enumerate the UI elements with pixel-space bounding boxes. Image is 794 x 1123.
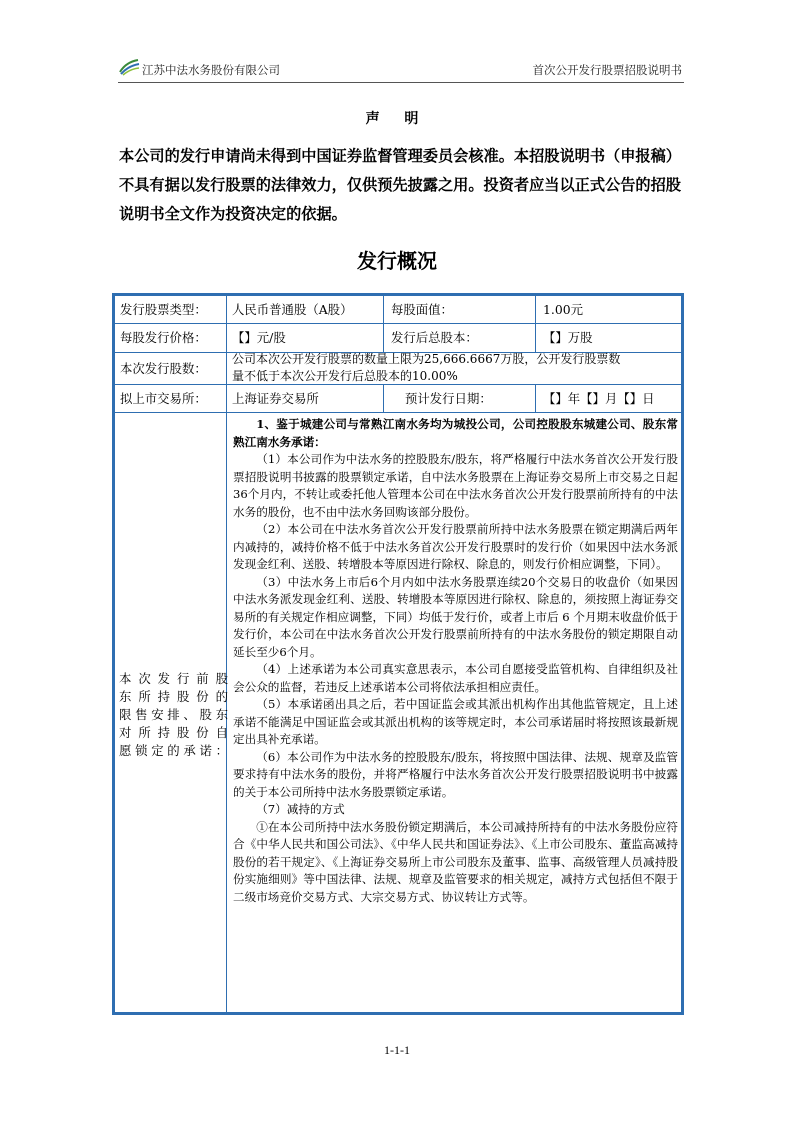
lockup-label-line: 对所持股份自 [119,725,228,740]
row-value-par-value: 1.00元 [543,302,583,317]
row-label-total-shares: 发行后总股本： [391,330,478,345]
row-value-total-shares: 【】万股 [543,330,593,345]
row-value-issue-quantity-line1: 公司本次公开发行股票的数量上限为25,666.6667万股，公开发行股票数 [232,352,621,366]
row-label-exchange: 拟上市交易所： [120,391,207,406]
row-value-issue-quantity-line2: 量不低于本次公开发行后总股本的10.00% [232,369,458,383]
lockup-label-line: 愿锁定的承诺： [119,743,228,758]
row-value-stock-type: 人民币普通股（A股） [232,302,353,317]
lockup-label-line: 限售安排、股东 [119,707,228,722]
declaration-text: 本公司的发行申请尚未得到中国证券监督管理委员会核准。本招股说明书（申报稿）不具有据以发行股票的法律效力，仅供预先披露之用。投资者应当以正式公告的招股说明书全文作为投资决定的依据。 [119,147,681,223]
document-title: 首次公开发行股票招股说明书 [532,63,682,77]
commitment-paragraph: ①在本公司所持中法水务股份锁定期满后，本公司减持所持有的中法水务股份应符合《中华人民共和国公司法》、《中华人民共和国证券法》、《上市公司股东、董监高减持股份的若干规定》、《上海证券交易所上市公司股东及董事、监事、高级管理人员减持股份实施细则》等中国法律、法规、规章及监管要求的相关规定，减持方式包括但不限于二级市场竞价交易方式、大宗交易方式、协议转让方式等。 [233,819,678,904]
company-logo-icon [118,58,140,76]
page-number: 1-1-1 [384,1043,410,1057]
declaration-title: 声 明 [365,111,429,127]
commitment-paragraph: （3）中法水务上市后6个月内如中法水务股票连续20个交易日的收盘价（如果因中法水务派发现金红利、送股、转增股本等原因进行除权、除息的，须按照上海证券交易所的有关规定作相应调整，下同）均低于发行价，或者上市后 6 个月期末收盘价低于发行价，本公司在中法水务首次公开发行股票前所持有的中法水务股份的锁定期限自动延长至少6个月。 [233,574,678,659]
row-label-stock-type: 发行股票类型： [120,302,207,317]
row-label-par-value: 每股面值： [391,302,453,317]
commitment-paragraph: （7）减持的方式 [256,802,345,816]
row-label-issue-price: 每股发行价格： [120,330,207,345]
company-name: 江苏中法水务股份有限公司 [142,63,280,77]
row-value-issue-date: 【】年【】月【】日 [543,391,655,406]
commitment-paragraph: （4）上述承诺为本公司真实意思表示，本公司自愿接受监管机构、自律组织及社会公众的监督，若违反上述承诺本公司将依法承担相应责任。 [233,662,678,694]
lockup-commitments [233,416,678,906]
row-value-issue-price: 【】元/股 [232,330,286,345]
commitment-paragraph: （6）本公司作为中法水务的控股股东/股东，将按照中国法律、法规、规章及监管要求持有中法水务的股份，并将严格履行中法水务首次公开发行股票招股说明书中披露的关于本公司所持中法水务股票锁定承诺。 [233,749,678,799]
overview-title: 发行概况 [357,249,437,273]
commitment-paragraph: （5）本承诺函出具之后，若中国证监会或其派出机构作出其他监管规定，且上述承诺不能满足中国证监会或其派出机构的该等规定时，本公司承诺届时将按照该最新规定出具补充承诺。 [233,697,678,746]
commitment-paragraph: （2）本公司在中法水务首次公开发行股票前所持中法水务股票在锁定期满后两年内减持的，减持价格不低于中法水务首次公开发行股票时的发行价（如果因中法水务派发现金红利、送股、转增股本等原因进行除权、除息的，则发行价相应调整，下同）。 [233,522,678,571]
offering-overview-table [112,293,684,1015]
lockup-label-line: 本次发行前股 [119,671,228,686]
commitment-intro: 1、鉴于城建公司与常熟江南水务均为城投公司，公司控股股东城建公司、股东常熟江南水务承诺： [233,417,678,449]
row-value-exchange: 上海证券交易所 [232,391,319,406]
lockup-label-line: 东所持股份的 [119,689,228,704]
commitment-paragraph: （1）本公司作为中法水务的控股股东/股东，将严格履行中法水务首次公开发行股票招股说明书披露的股票锁定承诺，自中法水务股票在上海证券交易所上市交易之日起36个月内，不转让或委托他人管理本公司在中法水务首次公开发行股票前所持有的中法水务的股份，也不由中法水务回购该部分股份。 [233,452,678,519]
lockup-label [119,670,228,760]
row-label-issue-quantity: 本次发行股数： [120,361,207,376]
row-label-issue-date: 预计发行日期： [405,391,492,406]
page-header [118,56,684,83]
